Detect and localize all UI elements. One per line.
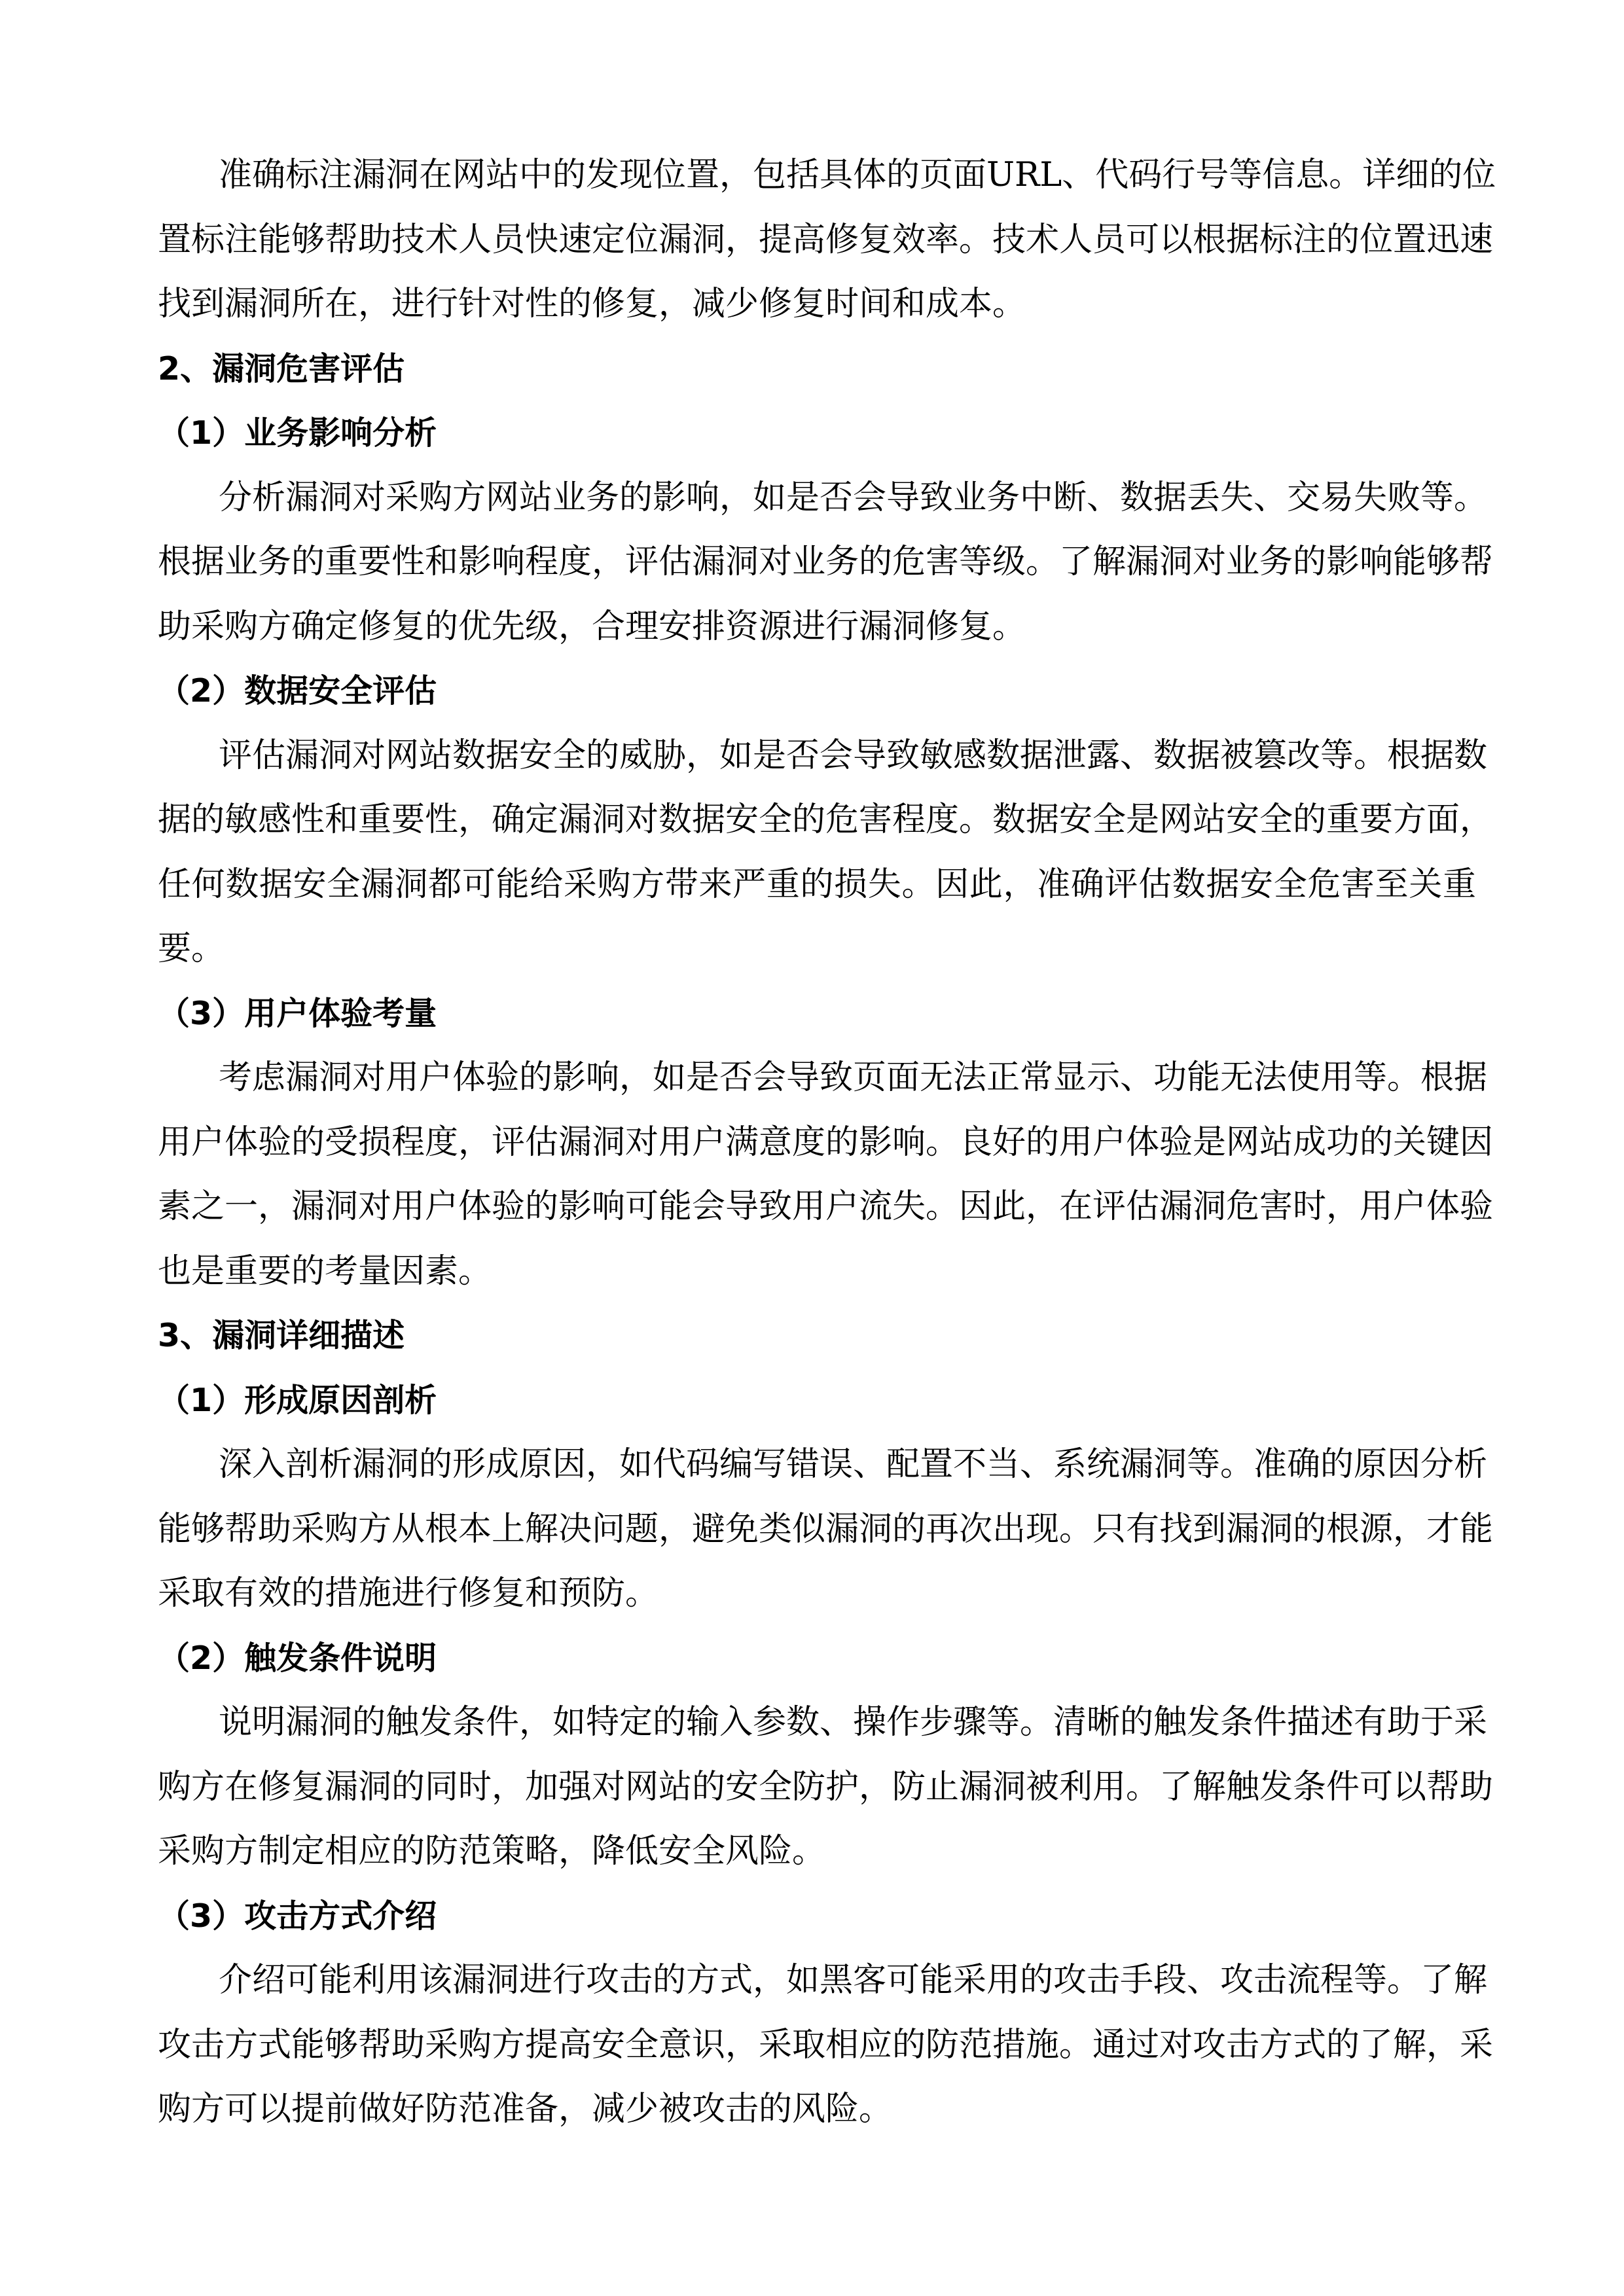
paragraph-line: 评估漏洞对网站数据安全的威胁，如是否会导致敏感数据泄露、数据被篡改等。根据数 xyxy=(219,736,1488,775)
paragraph-line: 任何数据安全漏洞都可能给采购方带来严重的损失。因此，准确评估数据安全危害至关重 xyxy=(158,865,1476,904)
paragraph-line: 购方在修复漏洞的同时，加强对网站的安全防护，防止漏洞被利用。了解触发条件可以帮助 xyxy=(158,1767,1494,1806)
paragraph-line: 说明漏洞的触发条件，如特定的输入参数、操作步骤等。清晰的触发条件描述有助于采 xyxy=(219,1703,1488,1742)
paragraph-line: 准确标注漏洞在网站中的发现位置，包括具体的页面URL、代码行号等信息。详细的位 xyxy=(219,156,1496,194)
section-heading: （1）业务影响分析 xyxy=(158,414,437,452)
paragraph-line: 要。 xyxy=(158,929,225,968)
paragraph-line: 介绍可能利用该漏洞进行攻击的方式，如黑客可能采用的攻击手段、攻击流程等。了解 xyxy=(219,1961,1488,2000)
paragraph-line: 用户体验的受损程度，评估漏洞对用户满意度的影响。良好的用户体验是网站成功的关键因 xyxy=(158,1122,1494,1162)
paragraph-line: 据的敏感性和重要性，确定漏洞对数据安全的危害程度。数据安全是网站安全的重要方面， xyxy=(158,800,1494,839)
paragraph-line: 分析漏洞对采购方网站业务的影响，如是否会导致业务中断、数据丢失、交易失败等。 xyxy=(219,478,1488,517)
paragraph-line: 考虑漏洞对用户体验的影响，如是否会导致页面无法正常显示、功能无法使用等。根据 xyxy=(219,1058,1488,1097)
section-heading: 3、漏洞详细描述 xyxy=(158,1317,405,1354)
paragraph-line: 攻击方式能够帮助采购方提高安全意识，采取相应的防范措施。通过对攻击方式的了解，采 xyxy=(158,2025,1494,2064)
paragraph-line: 采取有效的措施进行修复和预防。 xyxy=(158,1574,659,1613)
paragraph-line: 能够帮助采购方从根本上解决问题，避免类似漏洞的再次出现。只有找到漏洞的根源，才能 xyxy=(158,1509,1494,1549)
document-body xyxy=(158,143,1496,2142)
paragraph-line: 根据业务的重要性和影响程度，评估漏洞对业务的危害等级。了解漏洞对业务的影响能够帮 xyxy=(158,543,1494,581)
section-heading: 2、漏洞危害评估 xyxy=(158,350,405,387)
section-heading: （2）触发条件说明 xyxy=(158,1639,437,1677)
section-heading: （3）用户体验考量 xyxy=(158,994,437,1032)
section-heading: （3）攻击方式介绍 xyxy=(158,1897,437,1935)
paragraph-line: 置标注能够帮助技术人员快速定位漏洞，提高修复效率。技术人员可以根据标注的位置迅速 xyxy=(158,220,1494,259)
section-heading: （2）数据安全评估 xyxy=(158,672,437,709)
paragraph-line: 素之一，漏洞对用户体验的影响可能会导致用户流失。因此，在评估漏洞危害时，用户体验 xyxy=(158,1187,1494,1226)
section-heading: （1）形成原因剖析 xyxy=(158,1381,437,1419)
paragraph-line: 购方可以提前做好防范准备，减少被攻击的风险。 xyxy=(158,2090,893,2128)
paragraph-line: 深入剖析漏洞的形成原因，如代码编写错误、配置不当、系统漏洞等。准确的原因分析 xyxy=(219,1445,1488,1484)
paragraph-line: 也是重要的考量因素。 xyxy=(158,1251,492,1291)
paragraph-line: 采购方制定相应的防范策略，降低安全风险。 xyxy=(158,1832,826,1871)
paragraph-line: 助采购方确定修复的优先级，合理安排资源进行漏洞修复。 xyxy=(158,607,1026,646)
paragraph-line: 找到漏洞所在，进行针对性的修复，减少修复时间和成本。 xyxy=(158,285,1026,323)
